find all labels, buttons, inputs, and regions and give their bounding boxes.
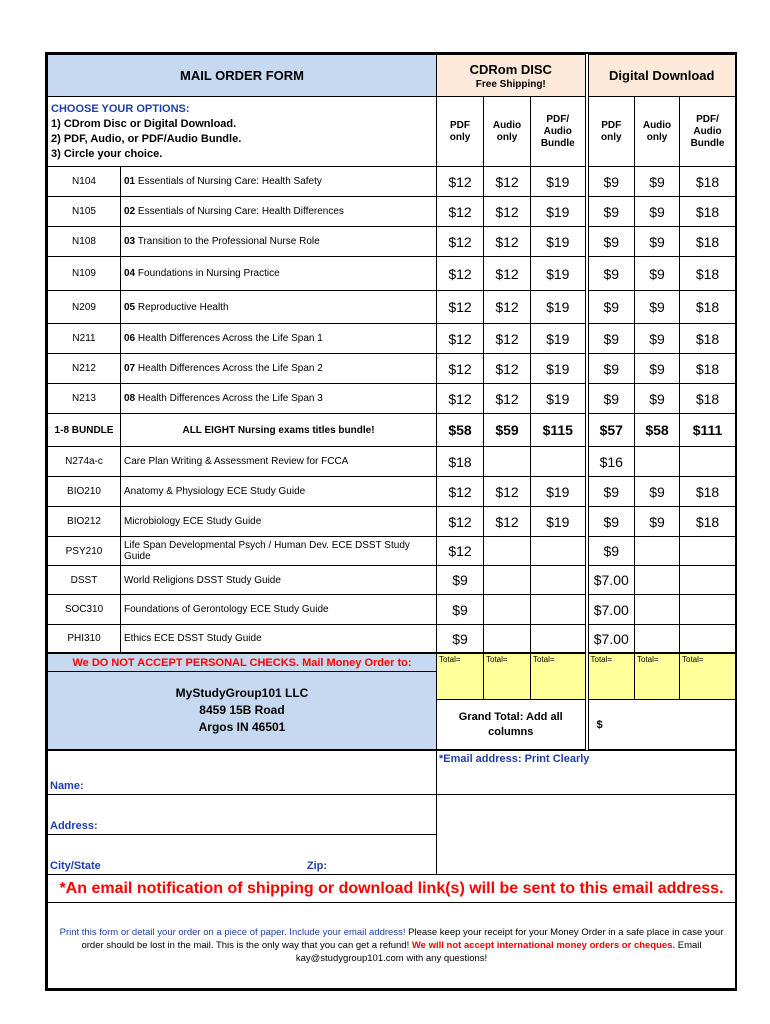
product-title: Microbiology ECE Study Guide (121, 507, 437, 537)
price-dd-bundle (680, 595, 736, 625)
customer-info-table (47, 750, 736, 989)
price-cd-bundle[interactable]: $19 (531, 384, 587, 414)
price-dd-audio[interactable]: $9 (635, 507, 680, 537)
price-cd-pdf[interactable]: $12 (437, 477, 484, 507)
product-code: N104 (48, 167, 121, 197)
mailing-address (48, 672, 437, 750)
col-dd-pdf: PDF only (587, 97, 635, 167)
price-dd-pdf[interactable]: $7.00 (587, 566, 635, 595)
price-dd-bundle[interactable]: $18 (680, 477, 736, 507)
price-cd-pdf[interactable]: $9 (437, 566, 484, 595)
price-dd-bundle (680, 566, 736, 595)
col-cd-audio: Audio only (484, 97, 531, 167)
form-title: MAIL ORDER FORM (48, 55, 437, 97)
product-code: N213 (48, 384, 121, 414)
price-dd-bundle[interactable]: $111 (680, 414, 736, 447)
product-title: Life Span Developmental Psych / Human Dev. ECE DSST Study Guide (121, 537, 437, 566)
price-dd-audio[interactable]: $9 (635, 384, 680, 414)
price-dd-pdf[interactable]: $7.00 (587, 595, 635, 625)
product-code: N209 (48, 291, 121, 324)
price-cd-bundle (531, 625, 587, 653)
product-title-text: Transition to the Professional Nurse Role (137, 236, 320, 247)
price-cd-pdf[interactable]: $12 (437, 324, 484, 354)
name-field[interactable]: Name: (48, 751, 437, 795)
product-title (121, 291, 437, 324)
price-cd-bundle (531, 566, 587, 595)
product-number: 02 (124, 206, 136, 217)
product-title: Foundations of Gerontology ECE Study Guide (121, 595, 437, 625)
price-cd-bundle (531, 537, 587, 566)
price-dd-audio[interactable]: $9 (635, 197, 680, 227)
product-row (48, 167, 736, 197)
option-line-1: 1) CDrom Disc or Digital Download. (51, 117, 237, 130)
price-dd-audio (635, 447, 680, 477)
product-row (48, 477, 736, 507)
price-cd-audio[interactable]: $12 (484, 507, 531, 537)
product-title (121, 227, 437, 257)
price-cd-audio[interactable]: $12 (484, 384, 531, 414)
price-cd-pdf[interactable]: $18 (437, 447, 484, 477)
price-cd-bundle[interactable]: $19 (531, 507, 587, 537)
city-zip-field[interactable] (48, 835, 437, 875)
price-dd-bundle[interactable]: $18 (680, 324, 736, 354)
price-cd-bundle[interactable]: $19 (531, 324, 587, 354)
product-number: 03 (124, 236, 136, 247)
product-title (121, 324, 437, 354)
email-notice: *An email notification of shipping or download link(s) will be sent to this email address. (48, 875, 736, 903)
price-dd-pdf[interactable]: $9 (587, 537, 635, 566)
product-number: 01 (124, 176, 136, 187)
bundle-code: 1-8 BUNDLE (48, 414, 121, 447)
no-checks-notice: We DO NOT ACCEPT PERSONAL CHECKS. Mail Money Order to: (48, 654, 437, 672)
price-cd-bundle (531, 595, 587, 625)
price-cd-audio[interactable]: $12 (484, 477, 531, 507)
price-cd-audio[interactable]: $12 (484, 227, 531, 257)
product-row (48, 566, 736, 595)
price-cd-bundle (531, 447, 587, 477)
price-cd-audio[interactable]: $12 (484, 354, 531, 384)
product-code: N212 (48, 354, 121, 384)
total-dd-pdf[interactable]: Total= (587, 654, 635, 700)
product-row (48, 625, 736, 653)
total-cd-bundle[interactable]: Total= (531, 654, 587, 700)
price-cd-bundle[interactable]: $19 (531, 354, 587, 384)
price-cd-pdf[interactable]: $12 (437, 291, 484, 324)
option-line-2: 2) PDF, Audio, or PDF/Audio Bundle. (51, 132, 242, 145)
product-row (48, 447, 736, 477)
price-cd-pdf[interactable]: $58 (437, 414, 484, 447)
price-dd-pdf[interactable]: $9 (587, 291, 635, 324)
product-title-text: Reproductive Health (137, 301, 229, 313)
price-dd-pdf[interactable]: $9 (587, 477, 635, 507)
product-title-text: Essentials of Nursing Care: Health Safety (137, 176, 322, 187)
price-dd-audio[interactable]: $9 (635, 167, 680, 197)
col-cd-bundle: PDF/ Audio Bundle (531, 97, 587, 167)
price-cd-pdf[interactable]: $12 (437, 507, 484, 537)
price-cd-bundle[interactable]: $19 (531, 291, 587, 324)
price-dd-pdf[interactable]: $57 (587, 414, 635, 447)
price-cd-audio (484, 595, 531, 625)
product-title: Anatomy & Physiology ECE Study Guide (121, 477, 437, 507)
price-cd-bundle[interactable]: $19 (531, 257, 587, 291)
product-code: SOC310 (48, 595, 121, 625)
price-cd-audio[interactable]: $59 (484, 414, 531, 447)
product-title: World Religions DSST Study Guide (121, 566, 437, 595)
price-cd-pdf[interactable]: $9 (437, 625, 484, 653)
price-cd-pdf[interactable]: $12 (437, 257, 484, 291)
price-cd-pdf[interactable]: $12 (437, 354, 484, 384)
product-number: 05 (124, 301, 136, 313)
product-title (121, 167, 437, 197)
product-code: BIO212 (48, 507, 121, 537)
grand-total-field[interactable]: $ (587, 700, 736, 750)
product-title-text: Health Differences Across the Life Span 1 (137, 333, 323, 344)
order-footer-table (47, 653, 736, 750)
total-dd-audio[interactable]: Total= (635, 654, 680, 700)
price-cd-audio[interactable]: $12 (484, 291, 531, 324)
product-code: N109 (48, 257, 121, 291)
product-row (48, 291, 736, 324)
product-row (48, 507, 736, 537)
product-title-text: Health Differences Across the Life Span 3 (137, 393, 323, 404)
price-cd-audio (484, 625, 531, 653)
options-heading: CHOOSE YOUR OPTIONS: (51, 102, 190, 115)
price-dd-audio (635, 595, 680, 625)
price-cd-bundle[interactable]: $115 (531, 414, 587, 447)
price-cd-audio (484, 566, 531, 595)
price-cd-audio (484, 447, 531, 477)
product-row (48, 537, 736, 566)
price-dd-bundle[interactable]: $18 (680, 167, 736, 197)
price-cd-pdf[interactable]: $12 (437, 167, 484, 197)
price-cd-audio[interactable]: $12 (484, 257, 531, 291)
price-dd-audio[interactable]: $9 (635, 477, 680, 507)
price-dd-pdf[interactable]: $9 (587, 167, 635, 197)
col-dd-audio: Audio only (635, 97, 680, 167)
product-row (48, 197, 736, 227)
price-dd-pdf[interactable]: $9 (587, 227, 635, 257)
grand-total-label: Grand Total: Add all columns (437, 700, 587, 750)
price-dd-audio[interactable]: $58 (635, 414, 680, 447)
zip-label: Zip: (306, 860, 328, 872)
price-cd-pdf[interactable]: $9 (437, 595, 484, 625)
cdrom-title: CDRom DISC (469, 61, 552, 77)
price-dd-bundle (680, 447, 736, 477)
email-field[interactable]: *Email address: Print Clearly (437, 751, 736, 795)
city-state-label: City/State (50, 860, 101, 872)
price-cd-pdf[interactable]: $12 (437, 384, 484, 414)
price-dd-pdf[interactable]: $9 (587, 197, 635, 227)
price-dd-bundle[interactable]: $18 (680, 291, 736, 324)
price-dd-bundle[interactable]: $18 (680, 507, 736, 537)
product-row (48, 257, 736, 291)
email-field-area[interactable] (437, 795, 736, 875)
price-dd-audio[interactable]: $9 (635, 354, 680, 384)
product-title: Ethics ECE DSST Study Guide (121, 625, 437, 653)
city-address: Argos IN 46501 (198, 720, 286, 734)
product-row (48, 227, 736, 257)
price-cd-pdf[interactable]: $12 (437, 537, 484, 566)
price-cd-bundle[interactable]: $19 (531, 167, 587, 197)
price-dd-pdf[interactable]: $9 (587, 324, 635, 354)
product-code: N274a-c (48, 447, 121, 477)
street-address: 8459 15B Road (199, 703, 285, 717)
price-cd-pdf[interactable]: $12 (437, 197, 484, 227)
col-cd-pdf: PDF only (437, 97, 484, 167)
product-title: Care Plan Writing & Assessment Review for FCCA (121, 447, 437, 477)
price-dd-bundle (680, 625, 736, 653)
price-dd-audio[interactable]: $9 (635, 257, 680, 291)
price-dd-bundle[interactable]: $18 (680, 354, 736, 384)
product-code: PSY210 (48, 537, 121, 566)
total-cd-audio[interactable]: Total= (484, 654, 531, 700)
footer-instructions: Print this form or detail your order on a piece of paper. Include your email address! Please keep your receipt for your Money Order in a safe place in case your order should be lost in the mail. This is the only way that you can get a refund! We will not accept international money orders or cheques. Email kay@studygroup101.com with any questions! (48, 903, 736, 989)
product-code: N108 (48, 227, 121, 257)
price-dd-bundle[interactable]: $18 (680, 257, 736, 291)
option-line-3: 3) Circle your choice. (51, 147, 163, 160)
col-dd-bundle: PDF/ Audio Bundle (680, 97, 736, 167)
product-row (48, 354, 736, 384)
address-field[interactable]: Address: (48, 795, 437, 835)
product-title-text: Health Differences Across the Life Span 2 (137, 363, 323, 374)
bundle-title: ALL EIGHT Nursing exams titles bundle! (121, 414, 437, 447)
product-number: 07 (124, 363, 136, 374)
price-cd-bundle[interactable]: $19 (531, 477, 587, 507)
price-dd-bundle[interactable]: $18 (680, 384, 736, 414)
price-dd-pdf[interactable]: $16 (587, 447, 635, 477)
price-dd-pdf[interactable]: $7.00 (587, 625, 635, 653)
company-name: MyStudyGroup101 LLC (175, 686, 309, 700)
price-dd-pdf[interactable]: $9 (587, 257, 635, 291)
price-dd-pdf[interactable]: $9 (587, 384, 635, 414)
price-cd-audio[interactable]: $12 (484, 197, 531, 227)
cdrom-header (437, 55, 587, 97)
price-dd-bundle[interactable]: $18 (680, 197, 736, 227)
price-dd-audio (635, 566, 680, 595)
product-code: N105 (48, 197, 121, 227)
price-dd-audio (635, 537, 680, 566)
free-shipping-label: Free Shipping! (475, 78, 546, 90)
product-code: DSST (48, 566, 121, 595)
product-code: PHI310 (48, 625, 121, 653)
product-title (121, 384, 437, 414)
price-cd-audio[interactable]: $12 (484, 167, 531, 197)
price-dd-audio (635, 625, 680, 653)
product-title-text: Foundations in Nursing Practice (137, 268, 280, 279)
price-dd-audio[interactable]: $9 (635, 227, 680, 257)
order-table (47, 54, 736, 653)
price-cd-bundle[interactable]: $19 (531, 227, 587, 257)
price-dd-pdf[interactable]: $9 (587, 354, 635, 384)
product-row (48, 595, 736, 625)
price-dd-bundle[interactable]: $18 (680, 227, 736, 257)
price-dd-audio[interactable]: $9 (635, 324, 680, 354)
product-title (121, 197, 437, 227)
product-title-text: Essentials of Nursing Care: Health Differences (137, 206, 344, 217)
mail-order-form (45, 52, 737, 991)
options-instructions (48, 97, 437, 167)
product-number: 08 (124, 393, 136, 404)
price-dd-audio[interactable]: $9 (635, 291, 680, 324)
price-cd-pdf[interactable]: $12 (437, 227, 484, 257)
bundle-row (48, 414, 736, 447)
price-cd-bundle[interactable]: $19 (531, 197, 587, 227)
product-code: BIO210 (48, 477, 121, 507)
price-dd-pdf[interactable]: $9 (587, 507, 635, 537)
product-row (48, 324, 736, 354)
price-cd-audio (484, 537, 531, 566)
total-cd-pdf[interactable]: Total= (437, 654, 484, 700)
product-code: N211 (48, 324, 121, 354)
price-dd-bundle (680, 537, 736, 566)
product-title (121, 257, 437, 291)
digital-download-header: Digital Download (587, 55, 736, 97)
product-title (121, 354, 437, 384)
product-number: 04 (124, 268, 136, 279)
total-dd-bundle[interactable]: Total= (680, 654, 736, 700)
product-row (48, 384, 736, 414)
product-number: 06 (124, 333, 136, 344)
price-cd-audio[interactable]: $12 (484, 324, 531, 354)
